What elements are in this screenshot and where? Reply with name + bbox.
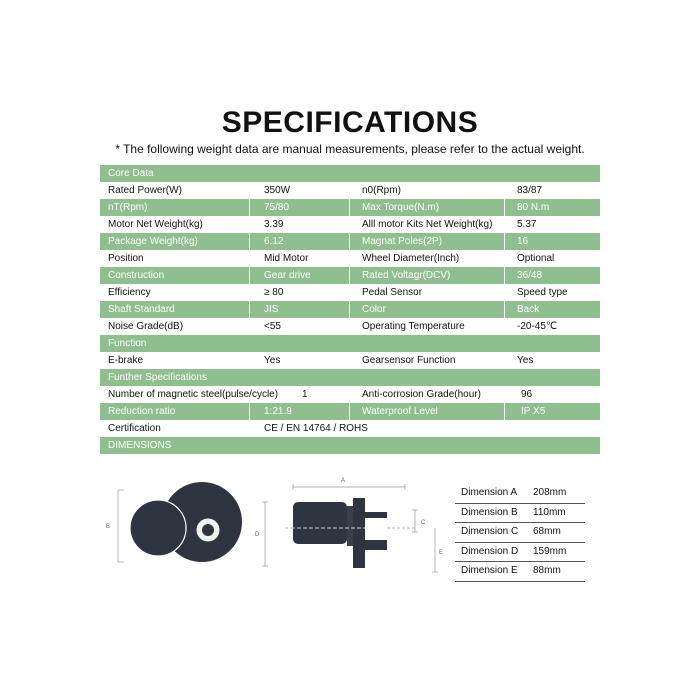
spec-key: Max Torque(N.m) [350,199,505,216]
page-title: SPECIFICATIONS [221,106,479,139]
dim-label-d: D [255,532,260,538]
dimension-value: 159mm [533,545,567,557]
dimension-row [455,543,585,563]
spec-key: Efficiency [108,287,151,298]
spec-row [100,284,600,301]
spec-row [100,301,600,318]
spec-key: Reduction ratio [100,403,250,420]
spec-row [100,386,600,403]
spec-key: Position [108,253,144,264]
spec-key: Waterproof Level [350,403,505,420]
dimension-row [455,504,585,524]
dimension-label: Dimension D [461,545,519,557]
spec-row [100,216,600,233]
dimension-value: 68mm [533,526,561,538]
spec-key: Gearsensor Function [362,355,456,366]
dimension-label: Dimension B [461,506,518,518]
spec-key: Alll motor Kits Net Weight(kg) [362,219,493,230]
motor-side-view-drawing [100,480,260,580]
spec-key: Wheel Diameter(Inch) [362,253,460,264]
spec-value: 16 [517,236,529,247]
spec-key: Operating Temperature [362,321,465,332]
motor-body-shape [130,500,186,556]
spec-value: Yes [264,355,281,366]
spec-key: n0(Rpm) [362,185,401,196]
spec-value: Yes [517,355,534,366]
spec-value: 350W [264,185,291,196]
spec-key: Number of magnetic steel(pulse/cycle) [108,389,279,400]
dim-label-b: B [106,524,111,530]
spec-key: Construction [100,267,250,284]
spec-key: Rated Power(W) [108,185,182,196]
spec-value: IP X5 [521,406,546,417]
spec-value: 3.39 [264,219,284,230]
spec-row [100,420,600,437]
dim-label-e: E [439,550,444,556]
dimension-table [455,484,585,582]
dimension-row [455,523,585,543]
spec-key: Motor Net Weight(kg) [108,219,203,230]
spec-key: Shaft Standard [100,301,250,318]
spec-row [100,182,600,199]
dimension-row [455,562,585,582]
dim-label-a: A [341,478,346,484]
spec-row [100,352,600,369]
motor-top-view-drawing [255,474,450,584]
axle-shape [353,498,365,568]
spec-value: CE / EN 14764 / ROHS [264,423,368,434]
weight-note: * The following weight data are manual measurements, please refer to the actual weight. [115,142,585,156]
spec-key: Package Weight(kg) [100,233,250,250]
spec-value: 83/87 [517,185,543,196]
spec-value: Speed type [517,287,568,298]
spec-key: nT(Rpm) [100,199,250,216]
spec-key: Pedal Sensor [362,287,423,298]
spec-value: 1:21.9 [250,403,350,420]
spec-value: 80 N.m [517,202,550,213]
spec-value: 75/80 [250,199,350,216]
spec-key: Certification [108,423,161,434]
section-function: Function [100,335,600,352]
spec-key: Anti-corrosion Grade(hour) [362,389,481,400]
spec-key: Noise Grade(dB) [108,321,184,332]
spec-value: Mid Motor [264,253,309,264]
dimension-label: Dimension C [461,526,519,538]
spec-row [100,250,600,267]
dimension-value: 208mm [533,487,567,498]
spec-value: 1 [302,389,308,400]
spec-row [100,318,600,335]
dimension-row [455,484,585,504]
section-core-data: Core Data [100,165,600,182]
spec-value: 96 [521,389,533,400]
dim-label-c: C [421,520,426,526]
section-dimensions: DIMENSIONS [100,437,600,454]
spec-row [100,403,600,420]
spec-key: E-brake [108,355,144,366]
spec-key: Color [350,301,505,318]
spec-value: Back [517,304,540,315]
dimension-value: 110mm [533,506,566,518]
spec-value: Gear drive [250,267,350,284]
spec-value: 36/48 [517,270,543,281]
spec-value: ≥ 80 [264,287,284,298]
spec-row [100,267,600,284]
spec-key: Magnat Poles(2P) [350,233,505,250]
spec-value: <55 [264,321,281,332]
spec-value: 6.12 [250,233,350,250]
spec-row [100,233,600,250]
spec-key: Rated Voltagr(DCV) [350,267,505,284]
dimension-value: 88mm [533,565,561,577]
section-further-specifications: Funther Specifications [100,369,600,386]
dimension-label: Dimension E [461,565,518,577]
spec-value: -20-45℃ [517,321,558,332]
motor-housing-shape [293,502,347,544]
spec-row [100,199,600,216]
dimension-label: Dimension A [461,487,518,498]
spec-value: JIS [250,301,350,318]
spec-value: 5.37 [517,219,537,230]
spec-value: Optional [517,253,555,264]
